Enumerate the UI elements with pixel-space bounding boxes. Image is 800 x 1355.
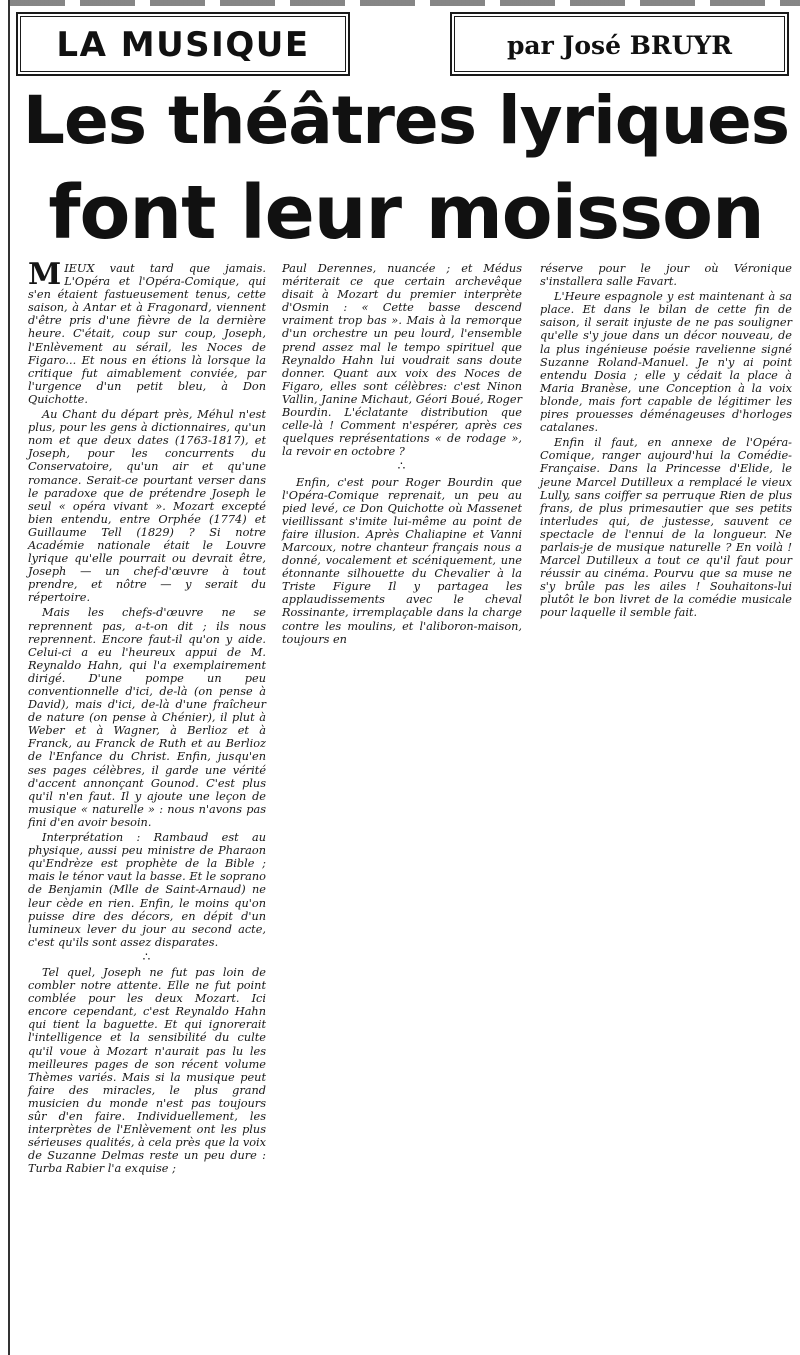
paragraph: Interprétation : Rambaud est au physique, aussi peu ministre de Pharaon qu'Endrèze est prophète de la Bible ; mais le ténor vaut la basse. Et le soprano de Benjamin (Mlle de Saint-Arnaud) ne leur cède en rien. Enfin, le moins qu'on puisse dire des décors, en dépit d'un lumineux lever du jour au second acte, c'est qu'ils sont assez disparates. [28, 831, 266, 949]
headline-line-2: font leur moisson [48, 170, 764, 256]
paragraph: MIEUX vaut tard que jamais. L'Opéra et l'Opéra-Comique, qui s'en étaient fastueusement tenus, cette saison, à Antar et à Fragonard, viennent d'être pris d'une fièvre de la dernière heure. C'était, coup sur coup, Joseph, l'Enlèvement au sérail, les Noces de Figaro... Et nous en étions là lorsque la critique fut aimablement conviée, par l'urgence d'un petit bleu, à Don Quichotte. [28, 257, 266, 406]
article-column-1 [28, 257, 266, 1177]
article-column-3 [540, 262, 792, 622]
paragraph: Au Chant du départ près, Méhul n'est plus, pour les gens à dictionnaires, qu'un nom et que deux dates (1763-1817), et Joseph, pour les concurrents du Conservatoire, qu'un air et qu'une romance. Serait-ce pourtant verser dans le paradoxe que de prétendre Joseph le seul « opéra vivant ». Mozart excepté bien entendu, entre Orphée (1774) et Guillaume Tell (1829) ? Si notre Académie nationale était le Louvre lyrique qu'elle pourrait ou devrait être, Joseph — un chef-d'œuvre à tout prendre, et nôtre — y serait du répertoire. [28, 408, 266, 605]
paragraph: Enfin il faut, en annexe de l'Opéra-Comique, ranger aujourd'hui la Comédie-Française. Dans la Princesse d'Elide, le jeune Marcel Dutilleux a remplacé le vieux Lully, sans coiffer sa perruque Rien de plus frans, de plus primesautier que ses petits interludes qui, de justesse, sauvent ce spectacle de l'ennui de la longueur. Ne parlais-je de musique naturelle ? En voilà ! Marcel Dutilleux a tout ce qu'il faut pour réussir au cinéma. Pourvu que sa muse ne s'y brûle pas les ailes ! Souhaitons-lui plutôt le bon livret de la comédie musicale pour laquelle il semble fait. [540, 436, 792, 620]
paragraph: Tel quel, Joseph ne fut pas loin de combler notre attente. Elle ne fut point comblée pour les deux Mozart. Ici encore cependant, c'est Reynaldo Hahn qui tient la baguette. Et qui ignorerait l'intelligence et la sensibilité du culte qu'il voue à Mozart n'aurait pas lu les meilleures pages de son récent volume Thèmes variés. Mais si la musique peut faire des miracles, le plus grand musicien du monde n'est pas toujours sûr d'en faire. Individuellement, les interprètes de l'Enlèvement ont les plus sérieuses qualités, à cela près que la voix de Suzanne Delmas reste un peu dure : Turba Rabier l'a exquise ; [28, 965, 266, 1176]
section-title: LA MUSIQUE [56, 25, 310, 65]
headline-line-1: Les théâtres lyriques [22, 82, 790, 159]
paragraph: L'Heure espagnole y est maintenant à sa place. Et dans le bilan de cette fin de saison, il serait injuste de ne pas souligner qu'elle s'y joue dans un décor nouveau, de la plus ingénieuse poésie ravelienne signé Suzanne Roland-Manuel. Je n'y ai point entendu Dosia ; elle y cédait la place à Maria Branèse, une Conception à la voix blonde, mais fort capable de légitimer les pires prouesses déménageuses d'horloges catalanes. [540, 290, 792, 435]
article-column-2 [282, 262, 522, 648]
section-separator: ∴ [397, 459, 407, 474]
paragraph: Mais les chefs-d'œuvre ne se reprennent pas, a-t-on dit ; ils nous reprennent. Encore faut-il qu'on y aide. Celui-ci a eu l'heureux appui de M. Reynaldo Hahn, qui l'a exemplairement dirigé. D'une pompe un peu conventionnelle d'ici, de-là (on pense à David), mais d'ici, de-là d'une fraîcheur de nature (on pense à Chénier), il plut à Weber et à Wagner, à Berlioz et à Franck, au Franck de Ruth et au Berlioz de l'Enfance du Christ. Enfin, jusqu'en ses pages célèbres, il garde une vérité d'accent annonçant Gounod. C'est plus qu'il n'en faut. Il y ajoute une leçon de musique « naturelle » : nous n'avons pas fini d'en avoir besoin. [28, 606, 266, 829]
drop-cap: M [28, 257, 62, 292]
paragraph: Enfin, c'est pour Roger Bourdin que l'Opéra-Comique reprenait, un peu au pied levé, ce Don Quichotte où Massenet vieillissant s'imite lui-même au point de faire illusion. Après Chaliapine et Vanni Marcoux, notre chanteur français nous a donné, vocalement et scéniquement, une étonnante silhouette du Chevalier à la Triste Figure Il y partagea les applaudissements avec le cheval Rossinante, irremplaçable dans la charge contre les moulins, et l'aliboron-maison, toujours en [282, 475, 522, 646]
byline-box [450, 12, 789, 76]
section-separator: ∴ [142, 949, 152, 964]
paragraph: Paul Derennes, nuancée ; et Médus mériterait ce que certain archevêque disait à Mozart du premier interprète d'Osmin : « Cette basse descend vraiment trop bas ». Mais à la remorque d'un orchestre un peu lourd, l'ensemble prend assez mal le tempo spirituel que Reynaldo Hahn lui voudrait sans doute donner. Quant aux voix des Noces de Figaro, elles sont célèbres: c'est Ninon Vallin, Janine Michaut, Géori Boué, Roger Bourdin. L'éclatante distribution que celle-là ! Comment n'espérer, après ces quelques représentations « de rodage », la revoir en octobre ? [282, 262, 522, 459]
top-border-strip [10, 0, 800, 6]
section-title-box [16, 12, 350, 76]
paragraph: réserve pour le jour où Véronique s'installera salle Favart. [540, 262, 792, 289]
left-column-rule [8, 0, 10, 1355]
byline: par José BRUYR [506, 31, 733, 60]
